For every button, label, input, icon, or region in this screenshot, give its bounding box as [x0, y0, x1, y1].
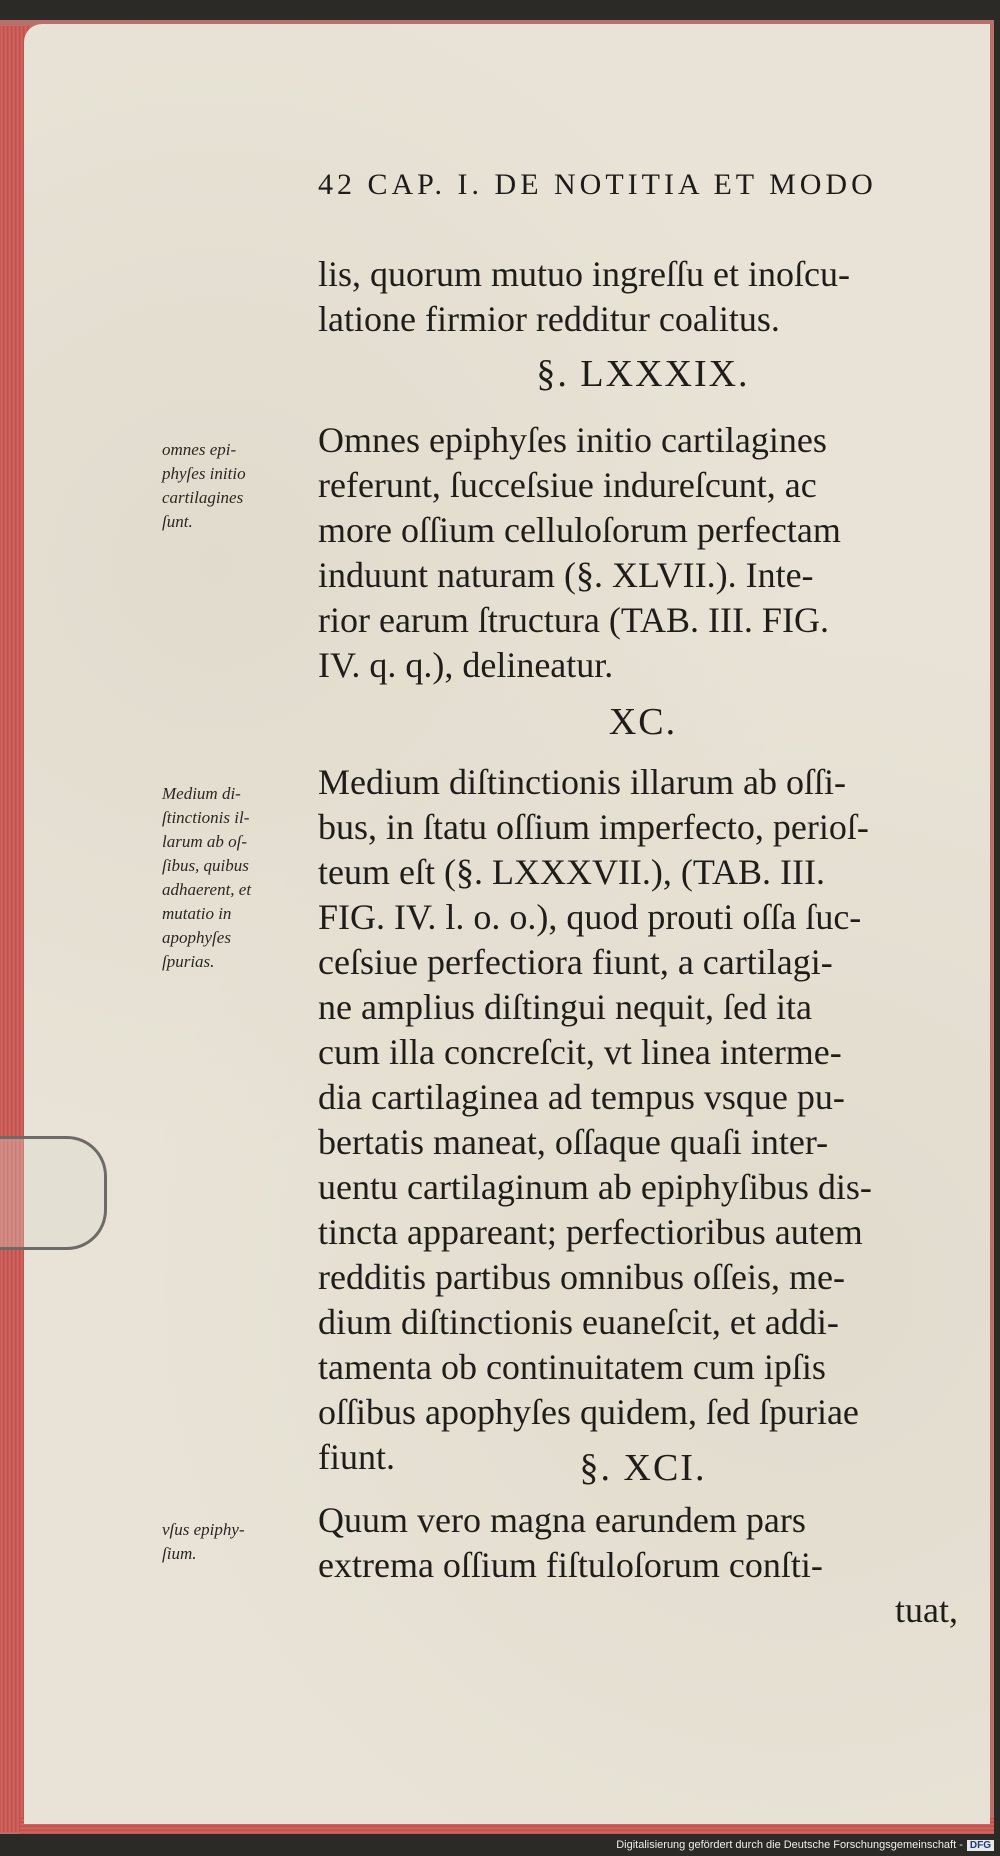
- margin-note-line: ſunt.: [162, 512, 193, 531]
- margin-note-line: larum ab oſ-: [162, 832, 247, 851]
- text-line: ne amplius diſtingui nequit, ſed ita: [318, 987, 812, 1027]
- text-line: referunt, ſucceſsiue indureſcunt, ac: [318, 465, 817, 505]
- margin-note-line: ſium.: [162, 1544, 197, 1563]
- margin-note-line: adhaerent, et: [162, 880, 252, 899]
- text-line: ceſsiue perfectiora fiunt, a cartilagi-: [318, 942, 833, 982]
- text-line: tincta appareant; perfectioribus autem: [318, 1212, 863, 1252]
- text-line: Omnes epiphyſes initio cartilagines: [318, 420, 827, 460]
- text-block-91: [318, 1498, 968, 1633]
- text-block-top: [318, 252, 968, 342]
- margin-note-line: mutatio in: [162, 904, 232, 923]
- text-line: induunt naturam (§. XLVII.). Inte-: [318, 555, 814, 595]
- margin-note-line: ſpurias.: [162, 952, 215, 971]
- text-line: fiunt.: [318, 1437, 395, 1477]
- text-line: oſſibus apophyſes quidem, ſed ſpuriae: [318, 1392, 859, 1432]
- margin-note-line: apophyſes: [162, 928, 231, 947]
- text-line: uentu cartilaginum ab epiphyſibus dis-: [318, 1167, 872, 1207]
- text-line: tamenta ob continuitatem cum ipſis: [318, 1347, 826, 1387]
- text-line: more oſſium celluloſorum perfectam: [318, 510, 841, 550]
- margin-note-line: Medium di-: [162, 784, 241, 803]
- section-heading-89: §. LXXXIX.: [536, 353, 750, 395]
- text-block-89: [318, 418, 968, 688]
- text-line: Medium diſtinctionis illarum ab oſſi-: [318, 762, 846, 802]
- text-line: redditis partibus omnibus oſſeis, me-: [318, 1257, 845, 1297]
- text-line: dium diſtinctionis euaneſcit, et addi-: [318, 1302, 839, 1342]
- text-line: cum illa concreſcit, vt linea interme-: [318, 1032, 842, 1072]
- text-line: teum eſt (§. LXXXVII.), (TAB. III.: [318, 852, 825, 892]
- bookmark-tab: [0, 1136, 107, 1250]
- margin-note-line: phyſes initio: [162, 464, 246, 483]
- text-line: rior earum ſtructura (TAB. III. FIG.: [318, 600, 829, 640]
- section-heading-91: §. XCI.: [579, 1447, 707, 1489]
- digitization-footer: [616, 1836, 994, 1854]
- text-block-90: [318, 760, 968, 1480]
- catchword: tuat,: [895, 1590, 958, 1630]
- margin-note-line: vſus epiphy-: [162, 1520, 245, 1539]
- running-header: 42 CAP. I. DE NOTITIA ET MODO: [318, 168, 877, 201]
- margin-note-89: [162, 438, 312, 534]
- text-line: dia cartilaginea ad tempus vsque pu-: [318, 1077, 845, 1117]
- margin-note-line: omnes epi-: [162, 440, 237, 459]
- margin-note-line: ſibus, quibus: [162, 856, 249, 875]
- text-line: bertatis maneat, oſſaque quaſi inter-: [318, 1122, 829, 1162]
- section-heading-90: XC.: [608, 701, 678, 743]
- text-line: extrema oſſium fiſtuloſorum conſti-: [318, 1545, 823, 1585]
- footer-text: Digitalisierung gefördert durch die Deutsche Forschungsgemeinschaft -: [616, 1839, 963, 1851]
- text-line: IV. q. q.), delineatur.: [318, 645, 614, 685]
- text-line: bus, in ſtatu oſſium imperfecto, perioſ-: [318, 807, 869, 847]
- margin-note-91: [162, 1518, 312, 1566]
- text-line: lis, quorum mutuo ingreſſu et inoſcu-: [318, 254, 850, 294]
- margin-note-line: ſtinctionis il-: [162, 808, 250, 827]
- text-line: latione firmior redditur coalitus.: [318, 299, 780, 339]
- margin-note-90: [162, 782, 312, 974]
- dfg-logo: DFG: [967, 1840, 994, 1851]
- margin-note-line: cartilagines: [162, 488, 244, 507]
- text-line: Quum vero magna earundem pars: [318, 1500, 806, 1540]
- text-line: FIG. IV. l. o. o.), quod prouti oſſa ſuc-: [318, 897, 862, 937]
